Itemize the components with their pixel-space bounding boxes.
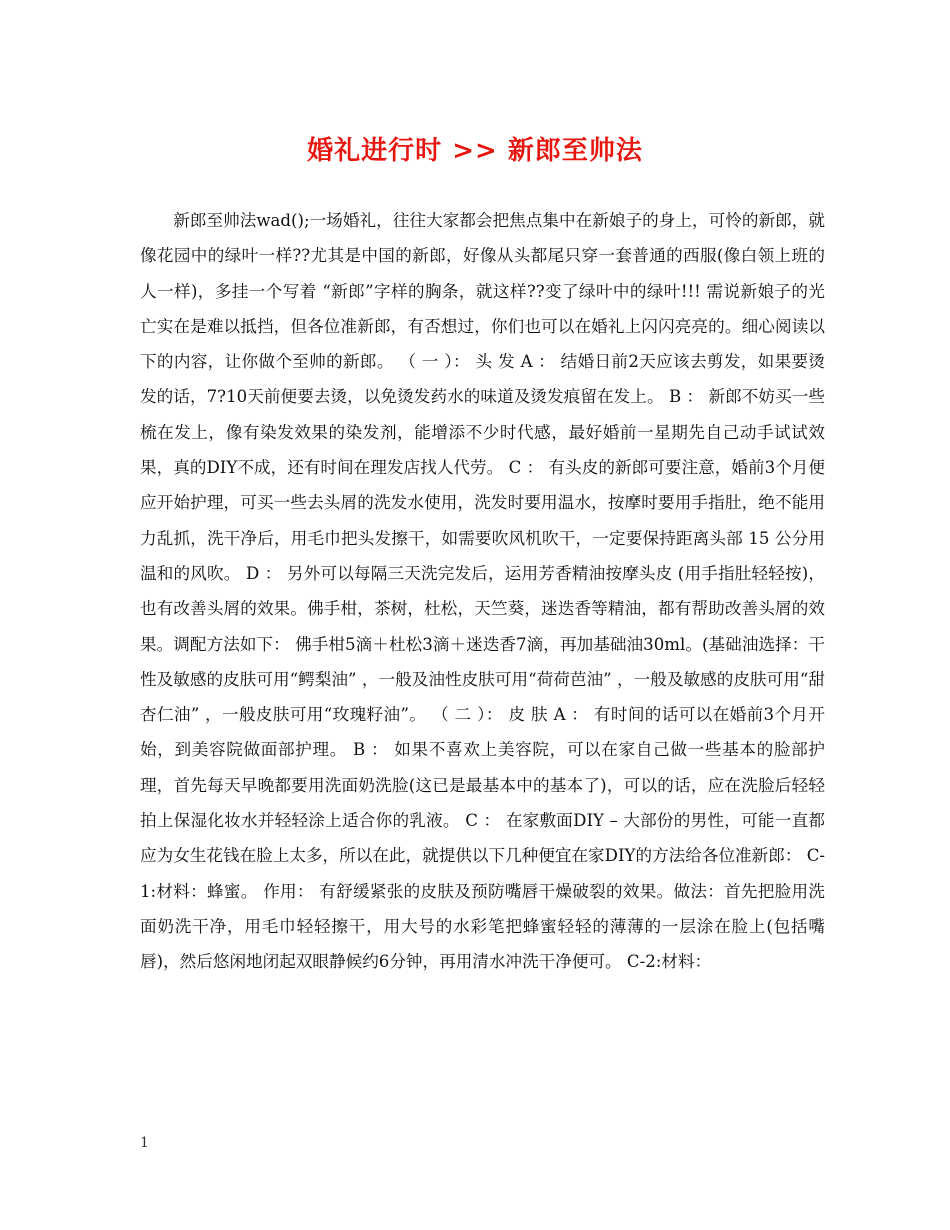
page-number: 1 [140,1135,149,1151]
page-title: 婚礼进行时 >> 新郎至帅法 [307,136,643,166]
body-paragraph: 新郎至帅法wad();一场婚礼，往往大家都会把焦点集中在新娘子的身上，可怜的新郎，就像花园中的绿叶一样??尤其是中国的新郎，好像从头都尾只穿一套普通的西服(像白领上班的人一样)，多挂一个写着 “新郎”字样的胸条，就这样??变了绿叶中的绿叶!!! 需说新娘子的光亡实在是难以抵挡，但各位准新郎，有否想过，你们也可以在婚礼上闪闪亮亮的。细心阅读以下的内容，让你做个至帅的新郎。 （ 一 ）： 头 发 A ： 结婚日前2天应该去剪发，如果要烫发的话，7?10天前便要去烫，以免烫发药水的味道及烫发痕留在发上。 B ： 新郎不妨买一些梳在发上，像有染发效果的染发剂，能增添不少时代感，最好婚前一星期先自己动手试试效果，真的DIY不成，还有时间在理发店找人代劳。 C ： 有头皮的新郎可要注意，婚前3个月便应开始护理，可买一些去头屑的洗发水使用，洗发时要用温水，按摩时要用手指肚，绝不能用力乱抓，洗干净后，用毛巾把头发擦干，如需要吹风机吹干，一定要保持距离头部 15 公分用温和的风吹。 D ： 另外可以每隔三天洗完发后，运用芳香精油按摩头皮 (用手指肚轻轻按)，也有改善头屑的效果。佛手柑，茶树，杜松，天竺葵，迷迭香等精油，都有帮助改善头屑的效果。调配方法如下： 佛手柑5滴＋杜松3滴＋迷迭香7滴，再加基础油30ml。(基础油选择：干性及敏感的皮肤可用“鳄梨油” ，一般及油性皮肤可用“荷荷芭油” ，一般及敏感的皮肤可用“甜杏仁油” ，一般皮肤可用“玫瑰籽油”。 （ 二 ）： 皮 肤 A ： 有时间的话可以在婚前3个月开始，到美容院做面部护理。 B ： 如果不喜欢上美容院，可以在家自己做一些基本的脸部护理，首先每天早晚都要用洗面奶洗脸(这已是最基本中的基本了)，可以的话，应在洗脸后轻轻拍上保湿化妆水并轻轻涂上适合你的乳液。 C ： 在家敷面DIY – 大部份的男性，可能一直都应为女生花钱在脸上太多，所以在此，就提供以下几种便宜在家DIY的方法给各位准新郎： C-1:材料：蜂蜜。 作用： 有舒缓紧张的皮肤及预防嘴唇干燥破裂的效果。做法：首先把脸用洗面奶洗干净，用毛巾轻轻擦干，用大号的水彩笔把蜂蜜轻轻的薄薄的一层涂在脸上(包括嘴唇)，然后悠闲地闭起双眼静候约6分钟，再用清水冲洗干净便可。 C-2:材料： [140,211,825,972]
